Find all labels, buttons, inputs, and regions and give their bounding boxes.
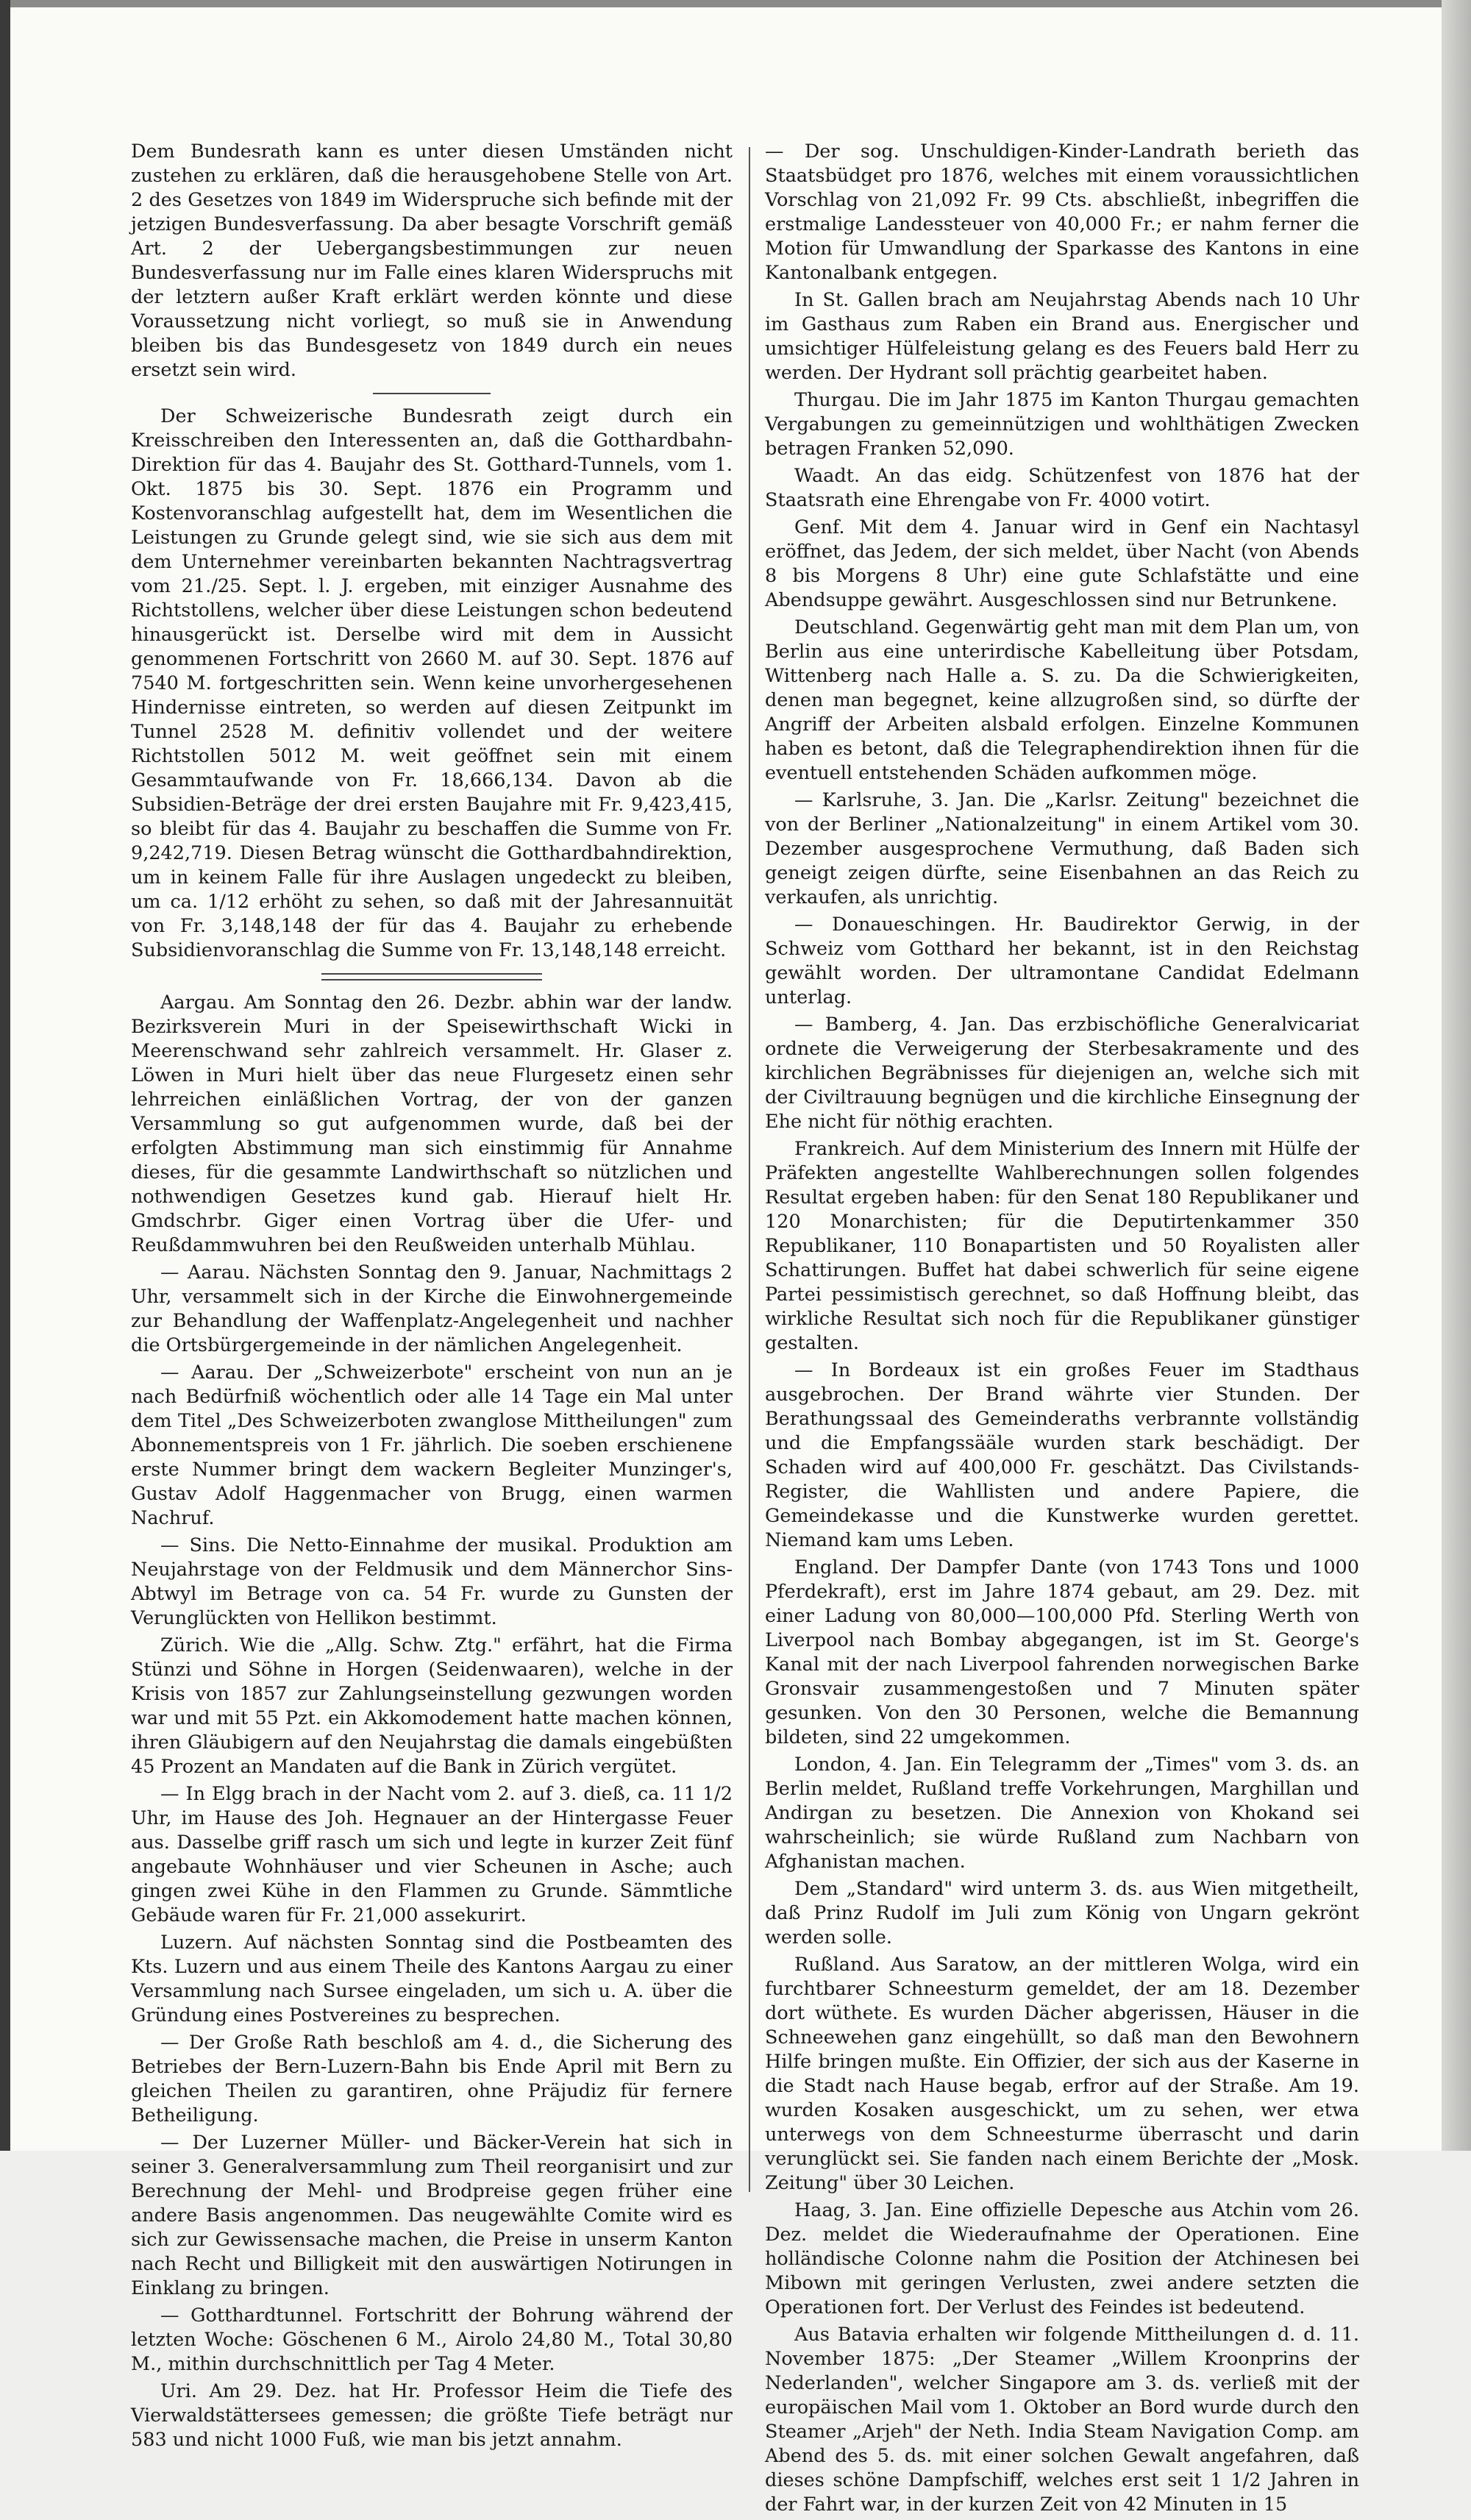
article-london: London, 4. Jan. Ein Telegramm der „Times" vom 3. ds. an Berlin meldet, Rußland treffe Vorkehrungen, Marghillan und Andirgan zu besetzen. Die Annexion von Khokand sei wahrscheinlich; sie würde Rußland zum Nachbarn von Afghanistan machen. — [765, 1754, 1359, 1873]
article-donaueschingen: — Donaueschingen. Hr. Baudirektor Gerwig, in der Schweiz vom Gotthard her bekannt, ist in den Reichstag gewählt worden. Der ultramontane Candidat Edelmann unterlag. — [765, 914, 1359, 1008]
article-haag: Haag, 3. Jan. Eine offizielle Depesche aus Atchin vom 26. Dez. meldet die Wiederaufnahme der Operationen. Eine holländische Colonne nahm die Position der Atchinesen bei Mibown mit geringen Verlusten, zwei andere setzten die Operationen fort. Der Verlust des Feindes ist bedeutend. — [765, 2199, 1359, 2318]
article-luzern-rath: — Der Große Rath beschloß am 4. d., die Sicherung des Betriebes der Bern-Luzern-Bahn bis Ende April mit Bern zu gleichen Theilen zu garantiren, ohne Präjudiz für fernere Betheiligung. — [131, 2032, 733, 2126]
section-divider-double — [321, 973, 542, 980]
article-batavia: Aus Batavia erhalten wir folgende Mittheilungen d. d. 11. November 1875: „Der Steamer „Willem Kroonprins der Nederlanden", welcher Singapore am 3. ds. verließ mit der europäischen Mail vom 1. Oktober an Bord wurde durch den Steamer „Arjeh" der Neth. India Steam Navigation Comp. am Abend des 5. ds. mit einer solchen Gewalt angefahren, daß dieses schöne Dampfschiff, welches erst seit 1 1/2 Jahren in der Fahrt war, in der kurzen Zeit von 42 Minuten in 15 — [765, 2324, 1359, 2516]
article-england: England. Der Dampfer Dante (von 1743 Tons und 1000 Pferdekraft), erst im Jahre 1874 gebaut, am 29. Dez. mit einer Ladung von 80,000—100,000 Pfd. Sterling Werth von Liverpool nach Bombay abgegangen, ist im St. George's Kanal mit der nach Liverpool fahrenden norwegischen Barke Gronsvair zusammengestoßen und 7 Minuten später gesunken. Von den 30 Personen, welche die Bemannung bildeten, sind 22 umgekommen. — [765, 1556, 1359, 1748]
article-karlsruhe: — Karlsruhe, 3. Jan. Die „Karlsr. Zeitung" bezeichnet die von der Berliner „Nationalzeitung" in einem Artikel vom 30. Dezember ausgesprochene Vermuthung, daß Baden sich geneigt zeigen dürfte, seine Eisenbahnen an das Reich zu verkaufen, als unrichtig. — [765, 789, 1359, 908]
article-bundesrath-gesetz: Dem Bundesrath kann es unter diesen Umständen nicht zustehen zu erklären, daß die herausgehobene Stelle von Art. 2 des Gesetzes von 1849 im Widerspruche sich befinde mit der jetzigen Bundesverfassung. Da aber besagte Vorschrift gemäß Art. 2 der Uebergangsbestimmungen zur neuen Bundesverfassung nur im Falle eines klaren Widerspruchs mit der letztern außer Kraft erklärt werden könnte und diese Voraussetzung nicht vorliegt, so muß sie in Anwendung bleiben bis das Bundesgesetz von 1849 durch ein neues ersetzt sein wird. — [131, 140, 733, 381]
article-gotthardtunnel: — Gotthardtunnel. Fortschritt der Bohrung während der letzten Woche: Göschenen 6 M., Airolo 24,80 M., Total 30,80 M., mithin durchschnittlich per Tag 4 Meter. — [131, 2304, 733, 2375]
article-uri: Uri. Am 29. Dez. hat Hr. Professor Heim die Tiefe des Vierwaldstättersees gemessen; die größte Tiefe beträgt nur 583 und nicht 1000 Fuß, wie man bis jetzt annahm. — [131, 2380, 733, 2451]
article-elgg: — In Elgg brach in der Nacht vom 2. auf 3. dieß, ca. 11 1/2 Uhr, im Hause des Joh. Hegnauer an der Hintergasse Feuer aus. Dasselbe griff rasch um sich und legte in kurzer Zeit fünf angebaute Wohnhäuser und vier Scheunen in Asche; auch gingen zwei Kühe in den Flammen zu Grunde. Sämmtliche Gebäude waren für Fr. 21,000 assekurirt. — [131, 1783, 733, 1926]
article-deutschland: Deutschland. Gegenwärtig geht man mit dem Plan um, von Berlin aus eine unterirdische Kabelleitung über Potsdam, Wittenberg nach Halle a. S. zu. Da die Schwierigkeiten, denen man begegnet, keine allzugroßen sind, so dürfte der Angriff der Arbeiten alsbald erfolgen. Einzelne Kommunen haben es betont, daß die Telegraphendirektion ihnen für die eventuell entstehenden Schäden aufkommen möge. — [765, 616, 1359, 784]
article-landrath: — Der sog. Unschuldigen-Kinder-Landrath berieth das Staatsbüdget pro 1876, welches mit einem voraussichtlichen Vorschlag von 21,092 Fr. 99 Cts. abschließt, inbegriffen die erstmalige Landessteuer von 40,000 Fr.; er nahm ferner die Motion für Umwandlung der Sparkasse des Kantons in eine Kantonalbank entgegen. — [765, 140, 1359, 284]
article-luzern-post: Luzern. Auf nächsten Sonntag sind die Postbeamten des Kts. Luzern und aus einem Theile des Kantons Aargau zu einer Versammlung nach Sursee eingeladen, um sich u. A. über die Gründung eines Postvereines zu besprechen. — [131, 1932, 733, 2026]
article-aargau: Aargau. Am Sonntag den 26. Dezbr. abhin war der landw. Bezirksverein Muri in der Speisewirthschaft Wicki in Meerenschwand sehr zahlreich versammelt. Hr. Glaser z. Löwen in Muri hielt über das neue Flurgesetz einen sehr lehrreichen einläßlichen Vortrag, der von der ganzen Versammlung so gut aufgenommen wurde, daß bei der erfolgten Abstimmung man sich einstimmig für Annahme dieses, für die gesammte Landwirthschaft so nützlichen und nothwendigen Gesetzes kund gab. Hierauf hielt Hr. Gmdschrbr. Giger einen Vortrag über die Ufer- und Reußdammwuhren bei den Reußweiden unterhalb Mühlau. — [131, 992, 733, 1256]
right-column — [765, 140, 1359, 2520]
article-russland: Rußland. Aus Saratow, an der mittleren Wolga, wird ein furchtbarer Schneesturm gemeldet, der am 18. Dezember dort wüthete. Es wurden Dächer abgerissen, Häuser in die Schneewehen ganz eingehüllt, so daß man den Bewohnern Hilfe bringen mußte. Ein Offizier, der sich aus der Kaserne in die Stadt nach Hause begab, erfror auf der Straße. Am 19. wurden Kosaken ausgeschickt, um zu sehen, wer etwa unterwegs von dem Schneesturme überrascht und darin verunglückt sei. Sie fanden nach einem Berichte der „Mosk. Zeitung" über 30 Leichen. — [765, 1954, 1359, 2194]
column-rule — [749, 147, 750, 2192]
article-thurgau: Thurgau. Die im Jahr 1875 im Kanton Thurgau gemachten Vergabungen zu gemeinnützigen und wohlthätigen Zwecken betragen Franken 52,090. — [765, 389, 1359, 460]
section-divider — [373, 393, 491, 394]
left-column — [131, 140, 733, 2455]
article-zuerich: Zürich. Wie die „Allg. Schw. Ztg." erfährt, hat die Firma Stünzi und Söhne in Horgen (Seidenwaaren), welche in der Krisis von 1857 zur Zahlungseinstellung gezwungen worden war und mit 55 Pzt. ein Akkomodement hatte machen können, ihren Gläubigern auf den Neujahrstag die damals eingebüßten 45 Prozent an Mandaten auf die Bank in Zürich vergütet. — [131, 1634, 733, 1778]
article-standard: Dem „Standard" wird unterm 3. ds. aus Wien mitgetheilt, daß Prinz Rudolf im Juli zum König von Ungarn gekrönt werden solle. — [765, 1878, 1359, 1948]
article-gotthard-tunnel: Der Schweizerische Bundesrath zeigt durch ein Kreisschreiben den Interessenten an, daß die Gotthardbahn-Direktion für das 4. Baujahr des St. Gotthard-Tunnels, vom 1. Okt. 1875 bis 30. Sept. 1876 ein Programm und Kostenvoranschlag aufgestellt hat, dem im Wesentlichen die Leistungen zu Grunde gelegt sind, wie sie sich aus dem mit dem Unternehmer vereinbarten bekannten Nachtragsvertrag vom 21./25. Sept. l. J. ergeben, mit einziger Ausnahme des Richtstollens, welcher über diese Leistungen schon bedeutend hinausgerückt ist. Derselbe wird mit dem in Aussicht genommenen Fortschritt von 2660 M. auf 30. Sept. 1876 auf 7540 M. fortgeschritten sein. Wenn keine unvorhergesehenen Hindernisse eintreten, so werden auf diesen Zeitpunkt im Tunnel 2528 M. definitiv vollendet und der weitere Richtstollen 5012 M. weit geöffnet sein mit einem Gesammtaufwande von Fr. 18,666,134. Davon ab die Subsidien-Beträge der drei ersten Baujahre mit Fr. 9,423,415, so bleibt für das 4. Baujahr zu beschaffen die Summe von Fr. 9,242,719. Diesen Betrag wünscht die Gotthardbahndirektion, um in keinem Falle für ihre Auslagen ungedeckt zu bleiben, um ca. 1/12 erhöht zu sehen, so daß mit der Jahresannuität von Fr. 3,148,148 der für das 4. Baujahr zu erhebende Subsidienvoranschlag die Summe von Fr. 13,148,148 erreicht. — [131, 405, 733, 961]
article-st-gallen: In St. Gallen brach am Neujahrstag Abends nach 10 Uhr im Gasthaus zum Raben ein Brand aus. Energischer und umsichtiger Hülfeleistung gelang es des Feuers bald Herr zu werden. Der Hydrant soll prächtig gearbeitet haben. — [765, 289, 1359, 384]
scan-top-edge — [0, 0, 1471, 7]
article-frankreich: Frankreich. Auf dem Ministerium des Innern mit Hülfe der Präfekten angestellte Wahlberechnungen sollen folgendes Resultat ergeben haben: für den Senat 180 Republikaner und 120 Monarchisten; für die Deputirtenkammer 350 Republikaner, 110 Bonapartisten und 50 Royalisten aller Schattirungen. Buffet hat dabei schwerlich für seine eigene Partei pessimistisch gerechnet, so daß Hoffnung bleibt, das wirkliche Resultat sich noch für die Republikaner günstiger gestalten. — [765, 1138, 1359, 1354]
scan-right-edge — [1442, 0, 1471, 2151]
article-genf: Genf. Mit dem 4. Januar wird in Genf ein Nachtasyl eröffnet, das Jedem, der sich meldet, über Nacht (von Abends 8 bis Morgens 8 Uhr) eine gute Schlafstätte und eine Abendsuppe gewährt. Ausgeschlossen sind nur Betrunkene. — [765, 516, 1359, 611]
article-bamberg: — Bamberg, 4. Jan. Das erzbischöfliche Generalvicariat ordnete die Verweigerung der Sterbesakramente und des kirchlichen Begräbnisses für diejenigen an, welche sich mit der Civiltrauung begnügen und die kirchliche Einsegnung der Ehe nicht für nöthig erachten. — [765, 1014, 1359, 1133]
article-waadt: Waadt. An das eidg. Schützenfest von 1876 hat der Staatsrath eine Ehrengabe von Fr. 4000 votirt. — [765, 465, 1359, 511]
scan-left-edge — [0, 0, 10, 2151]
article-bordeaux: — In Bordeaux ist ein großes Feuer im Stadthaus ausgebrochen. Der Brand währte vier Stunden. Der Berathungssaal des Gemeinderaths verbrannte vollständig und die Empfangssääle wurden stark beschädigt. Der Schaden wird auf 400,000 Fr. geschätzt. Das Civilstands-Register, die Wahllisten und andere Papiere, die Gemeindekasse und die Kunstwerke wurden gerettet. Niemand kam ums Leben. — [765, 1359, 1359, 1551]
article-aarau-schweizerbote: — Aarau. Der „Schweizerbote" erscheint von nun an je nach Bedürfniß wöchentlich oder alle 14 Tage ein Mal unter dem Titel „Des Schweizerboten zwanglose Mittheilungen" zum Abonnementspreis von 1 Fr. jährlich. Die soeben erschienene erste Nummer bringt dem wackern Begleiter Munzinger's, Gustav Adolf Haggenmacher von Brugg, einen warmen Nachruf. — [131, 1362, 733, 1529]
article-aarau-gemeinde: — Aarau. Nächsten Sonntag den 9. Januar, Nachmittags 2 Uhr, versammelt sich in der Kirche die Einwohnergemeinde zur Behandlung der Waffenplatz-Angelegenheit und nachher die Ortsbürgergemeinde in der nämlichen Angelegenheit. — [131, 1261, 733, 1356]
article-sins: — Sins. Die Netto-Einnahme der musikal. Produktion am Neujahrstage von der Feldmusik und dem Männerchor Sins-Abtwyl im Betrage von ca. 54 Fr. wurde zu Gunsten der Verunglückten von Hellikon bestimmt. — [131, 1534, 733, 1629]
article-luzern-mueller: — Der Luzerner Müller- und Bäcker-Verein hat sich in seiner 3. Generalversammlung zum Theil reorganisirt und zur Berechnung der Mehl- und Brodpreise gegen früher eine andere Basis angenommen. Das neugewählte Comite wird es sich zur Gewissensache machen, die Preise in unserm Kanton nach Recht und Billigkeit mit den auswärtigen Notirungen in Einklang zu bringen. — [131, 2132, 733, 2299]
